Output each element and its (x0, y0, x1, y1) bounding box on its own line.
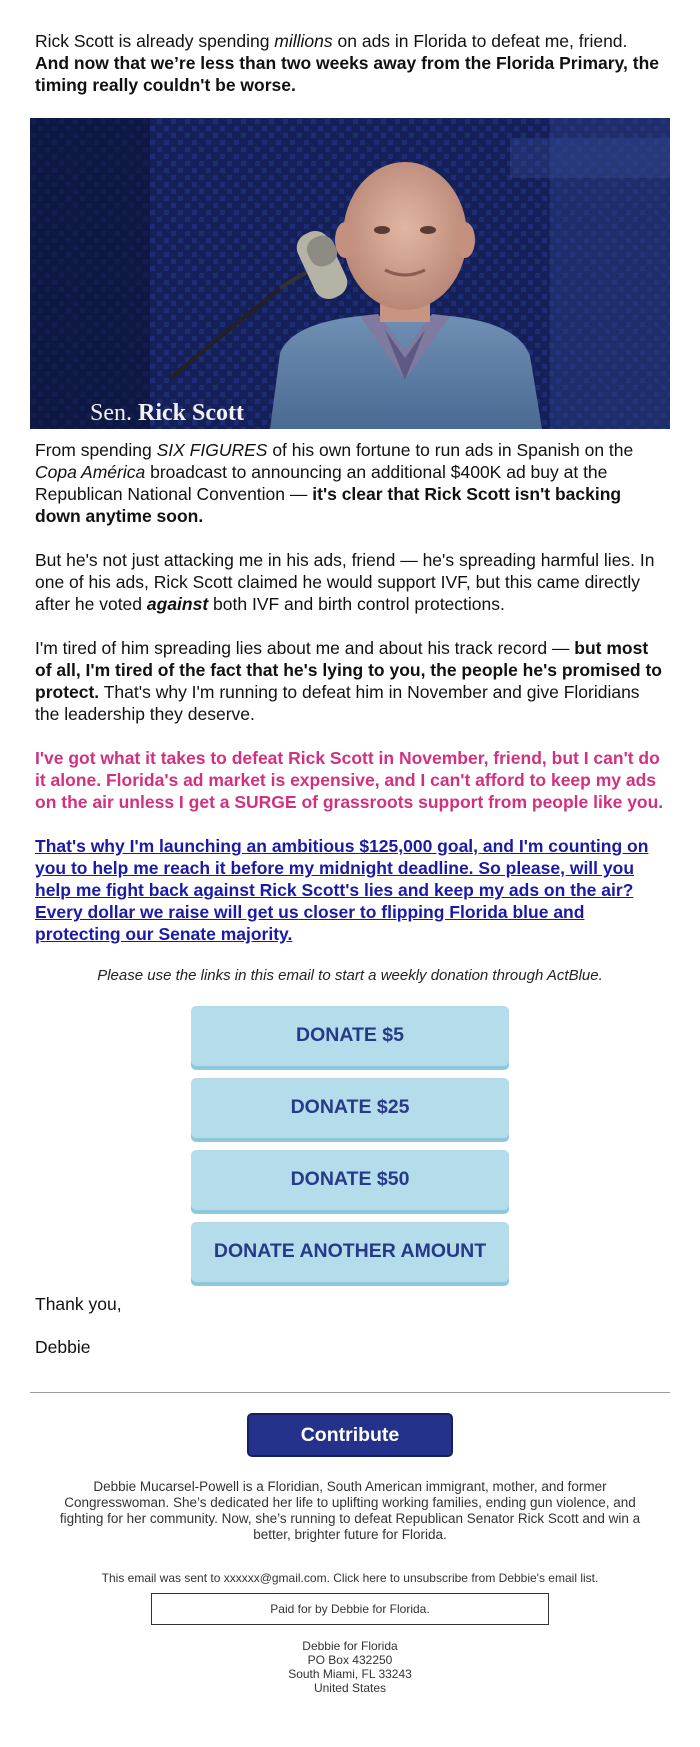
donate-other-amount-button[interactable]: DONATE ANOTHER AMOUNT (191, 1222, 509, 1282)
hero-image (30, 118, 670, 429)
paid-for-disclaimer: Paid for by Debbie for Florida. (151, 1593, 549, 1625)
signoff-name: Debbie (35, 1337, 91, 1357)
intro-paragraph: Rick Scott is already spending millions on ads in Florida to defeat me, friend. And now that we’re less than two weeks away from the Florida Primary, the timing really couldn't be worse. (35, 31, 659, 95)
donate-5-button[interactable]: DONATE $5 (191, 1006, 509, 1066)
unsubscribe-link[interactable]: Click here to unsubscribe (333, 1571, 468, 1585)
actblue-note: Please use the links in this email to start a weekly donation through ActBlue. (97, 967, 603, 984)
paragraph-lies: But he's not just attacking me in his ads, friend — he's spreading harmful lies. In one of his ads, Rick Scott claimed he would support IVF, but this came directly after he voted against both IVF and birth control protections. (35, 550, 655, 614)
address-line-2: PO Box 432250 (307, 1653, 393, 1667)
contribute-button[interactable]: Contribute (247, 1413, 453, 1457)
recipient-email: xxxxxx@gmail.com (223, 1571, 327, 1585)
donate-25-button[interactable]: DONATE $25 (191, 1078, 509, 1138)
paragraph-grassroots: I've got what it takes to defeat Rick Scott in November, friend, but I can't do it alone. Florida's ad market is expensive, and I can't afford to keep my ads on the air unless I get a SURGE of grassroots support from people like you. (35, 748, 664, 812)
mailing-address (30, 1639, 670, 1695)
candidate-bio: Debbie Mucarsel-Powell is a Floridian, South American immigrant, mother, and former Congresswoman. She’s dedicated her life to uplifting working families, ending gun violence, and fighting for her community. Now, she’s running to defeat Republican Senator Rick Scott and win a better, brighter future for Florida. (59, 1479, 641, 1542)
paragraph-goal (30, 835, 670, 945)
donate-50-button[interactable]: DONATE $50 (191, 1150, 509, 1210)
address-line-3: South Miami, FL 33243 (288, 1667, 412, 1681)
footer-divider (30, 1392, 670, 1393)
senator-photo (30, 118, 670, 429)
address-line-4: United States (313, 1681, 387, 1695)
address-line-1: Debbie for Florida (302, 1639, 398, 1653)
paragraph-ad-spending: From spending SIX FIGURES of his own fortune to run ads in Spanish on the Copa América broadcast to announcing an additional $400K ad buy at the Republican National Convention — it's clear that Rick Scott isn't backing down anytime soon. (35, 440, 634, 526)
paragraph-tired: I'm tired of him spreading lies about me and about his track record — but most of all, I'm tired of the fact that he's lying to you, the people he's promised to protect. That's why I'm running to defeat him in November and give Floridians the leadership they deserve. (35, 638, 662, 724)
unsubscribe-line: This email was sent to xxxxxx@gmail.com. Click here to unsubscribe from Debbie's email list. (101, 1571, 599, 1585)
email-body (30, 0, 670, 1695)
goal-donate-link[interactable]: That's why I'm launching an ambitious $125,000 goal, and I'm counting on you to help me reach it before my midnight deadline. So please, will you help me fight back against Rick Scott's lies and keep my ads on the air? Every dollar we raise will get us closer to flipping Florida blue and protecting our Senate majority. (35, 836, 649, 944)
photo-caption-name: Rick Scott (138, 400, 244, 426)
signoff-thanks: Thank you, (35, 1294, 122, 1314)
photo-caption-prefix: Sen. (90, 400, 132, 426)
